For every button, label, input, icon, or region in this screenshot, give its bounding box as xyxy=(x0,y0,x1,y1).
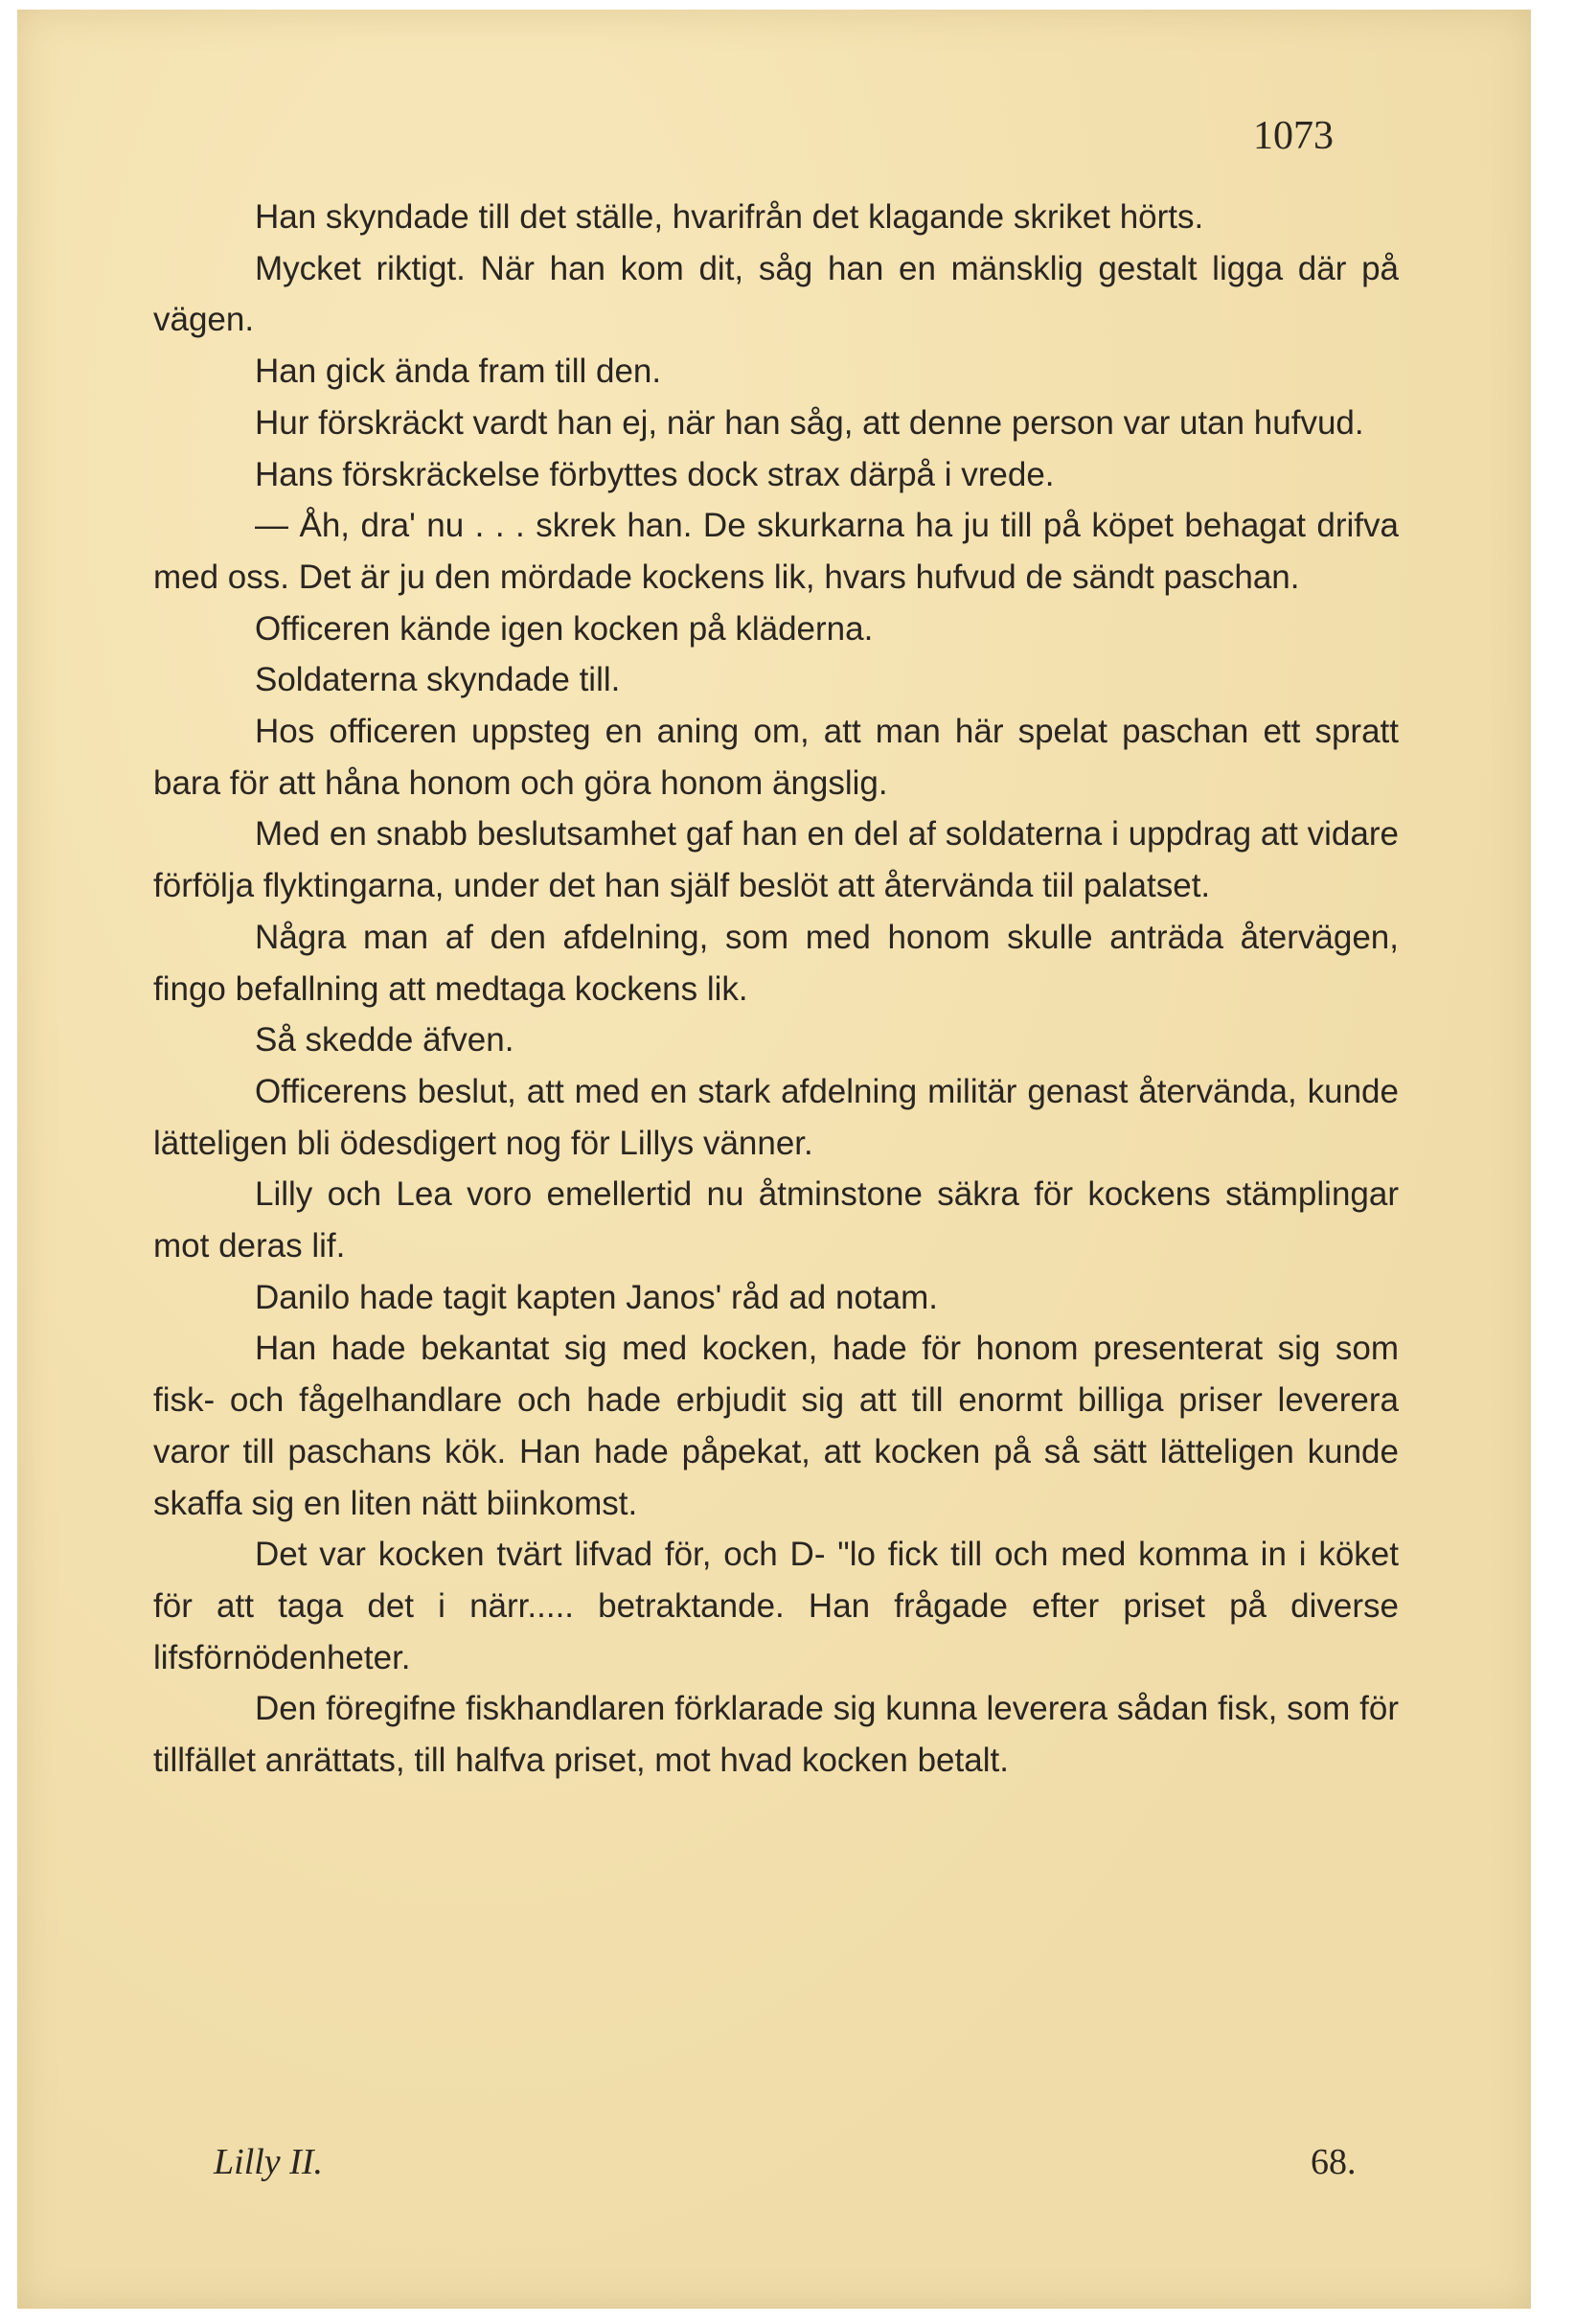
paragraph: Danilo hade tagit kapten Janos' råd ad notam. xyxy=(255,1278,938,1316)
body-text xyxy=(153,192,1399,1787)
paragraph: Han hade bekantat sig med kocken, hade för honom presenterat sig som fisk- och fågelhandlare och hade erbjudit sig att till enormt billiga priser leverera varor till paschans kök. Han hade påpekat, att kocken på så sätt lätteligen kunde skaffa sig en liten nätt biinkomst. xyxy=(153,1330,1399,1522)
footer-signature-mark: 68. xyxy=(1311,2142,1357,2182)
page-number: 1073 xyxy=(1253,114,1334,158)
paragraph: Hur förskräckt vardt han ej, när han såg, att denne person var utan hufvud. xyxy=(255,403,1364,442)
paragraph: Han gick ända fram till den. xyxy=(255,353,662,391)
footer-book-title: Lilly II. xyxy=(214,2142,323,2182)
paragraph: Den föregifne fiskhandlaren förklarade sig kunna leverera sådan fisk, som för tillfället anrättats, till halfva priset, mot hvad kocken betalt. xyxy=(153,1690,1399,1780)
paragraph: Med en snabb beslutsamhet gaf han en del af soldaterna i uppdrag att vidare förfölja flyktingarna, under det han själf beslöt att återvända tiil palatset. xyxy=(153,815,1399,905)
paragraph: Soldaterna skyndade till. xyxy=(255,661,621,699)
paragraph: Officerens beslut, att med en stark afdelning militär genast återvända, kunde lätteligen bli ödesdigert nog för Lillys vänner. xyxy=(153,1072,1399,1162)
paragraph: Officeren kände igen kocken på kläderna. xyxy=(255,609,874,648)
paragraph: Några man af den afdelning, som med honom skulle anträda återvägen, fingo befallning att medtaga kockens lik. xyxy=(153,918,1399,1008)
paragraph: Mycket riktigt. När han kom dit, såg han en mänsklig gestalt ligga där på vägen. xyxy=(153,249,1399,339)
paragraph: Han skyndade till det ställe, hvarifrån det klagande skriket hörts. xyxy=(255,198,1204,236)
paragraph: Det var kocken tvärt lifvad för, och D- "lo fick till och med komma in i köket för att taga det i närr..... betraktande. Han frågade efter priset på diverse lifsförnödenheter. xyxy=(153,1536,1399,1676)
paragraph: — Åh, dra' nu . . . skrek han. De skurkarna ha ju till på köpet behagat drifva med oss. Det är ju den mördade kockens lik, hvars hufvud de sändt paschan. xyxy=(153,507,1399,596)
paragraph: Så skedde äfven. xyxy=(255,1021,514,1059)
paragraph: Hos officeren uppsteg en aning om, att man här spelat paschan ett spratt bara för att håna honom och göra honom ängslig. xyxy=(153,713,1399,802)
paragraph: Lilly och Lea voro emellertid nu åtminstone säkra för kockens stämplingar mot deras lif. xyxy=(153,1175,1399,1265)
paragraph: Hans förskräckelse förbyttes dock strax därpå i vrede. xyxy=(255,455,1055,493)
book-page xyxy=(17,10,1531,2309)
